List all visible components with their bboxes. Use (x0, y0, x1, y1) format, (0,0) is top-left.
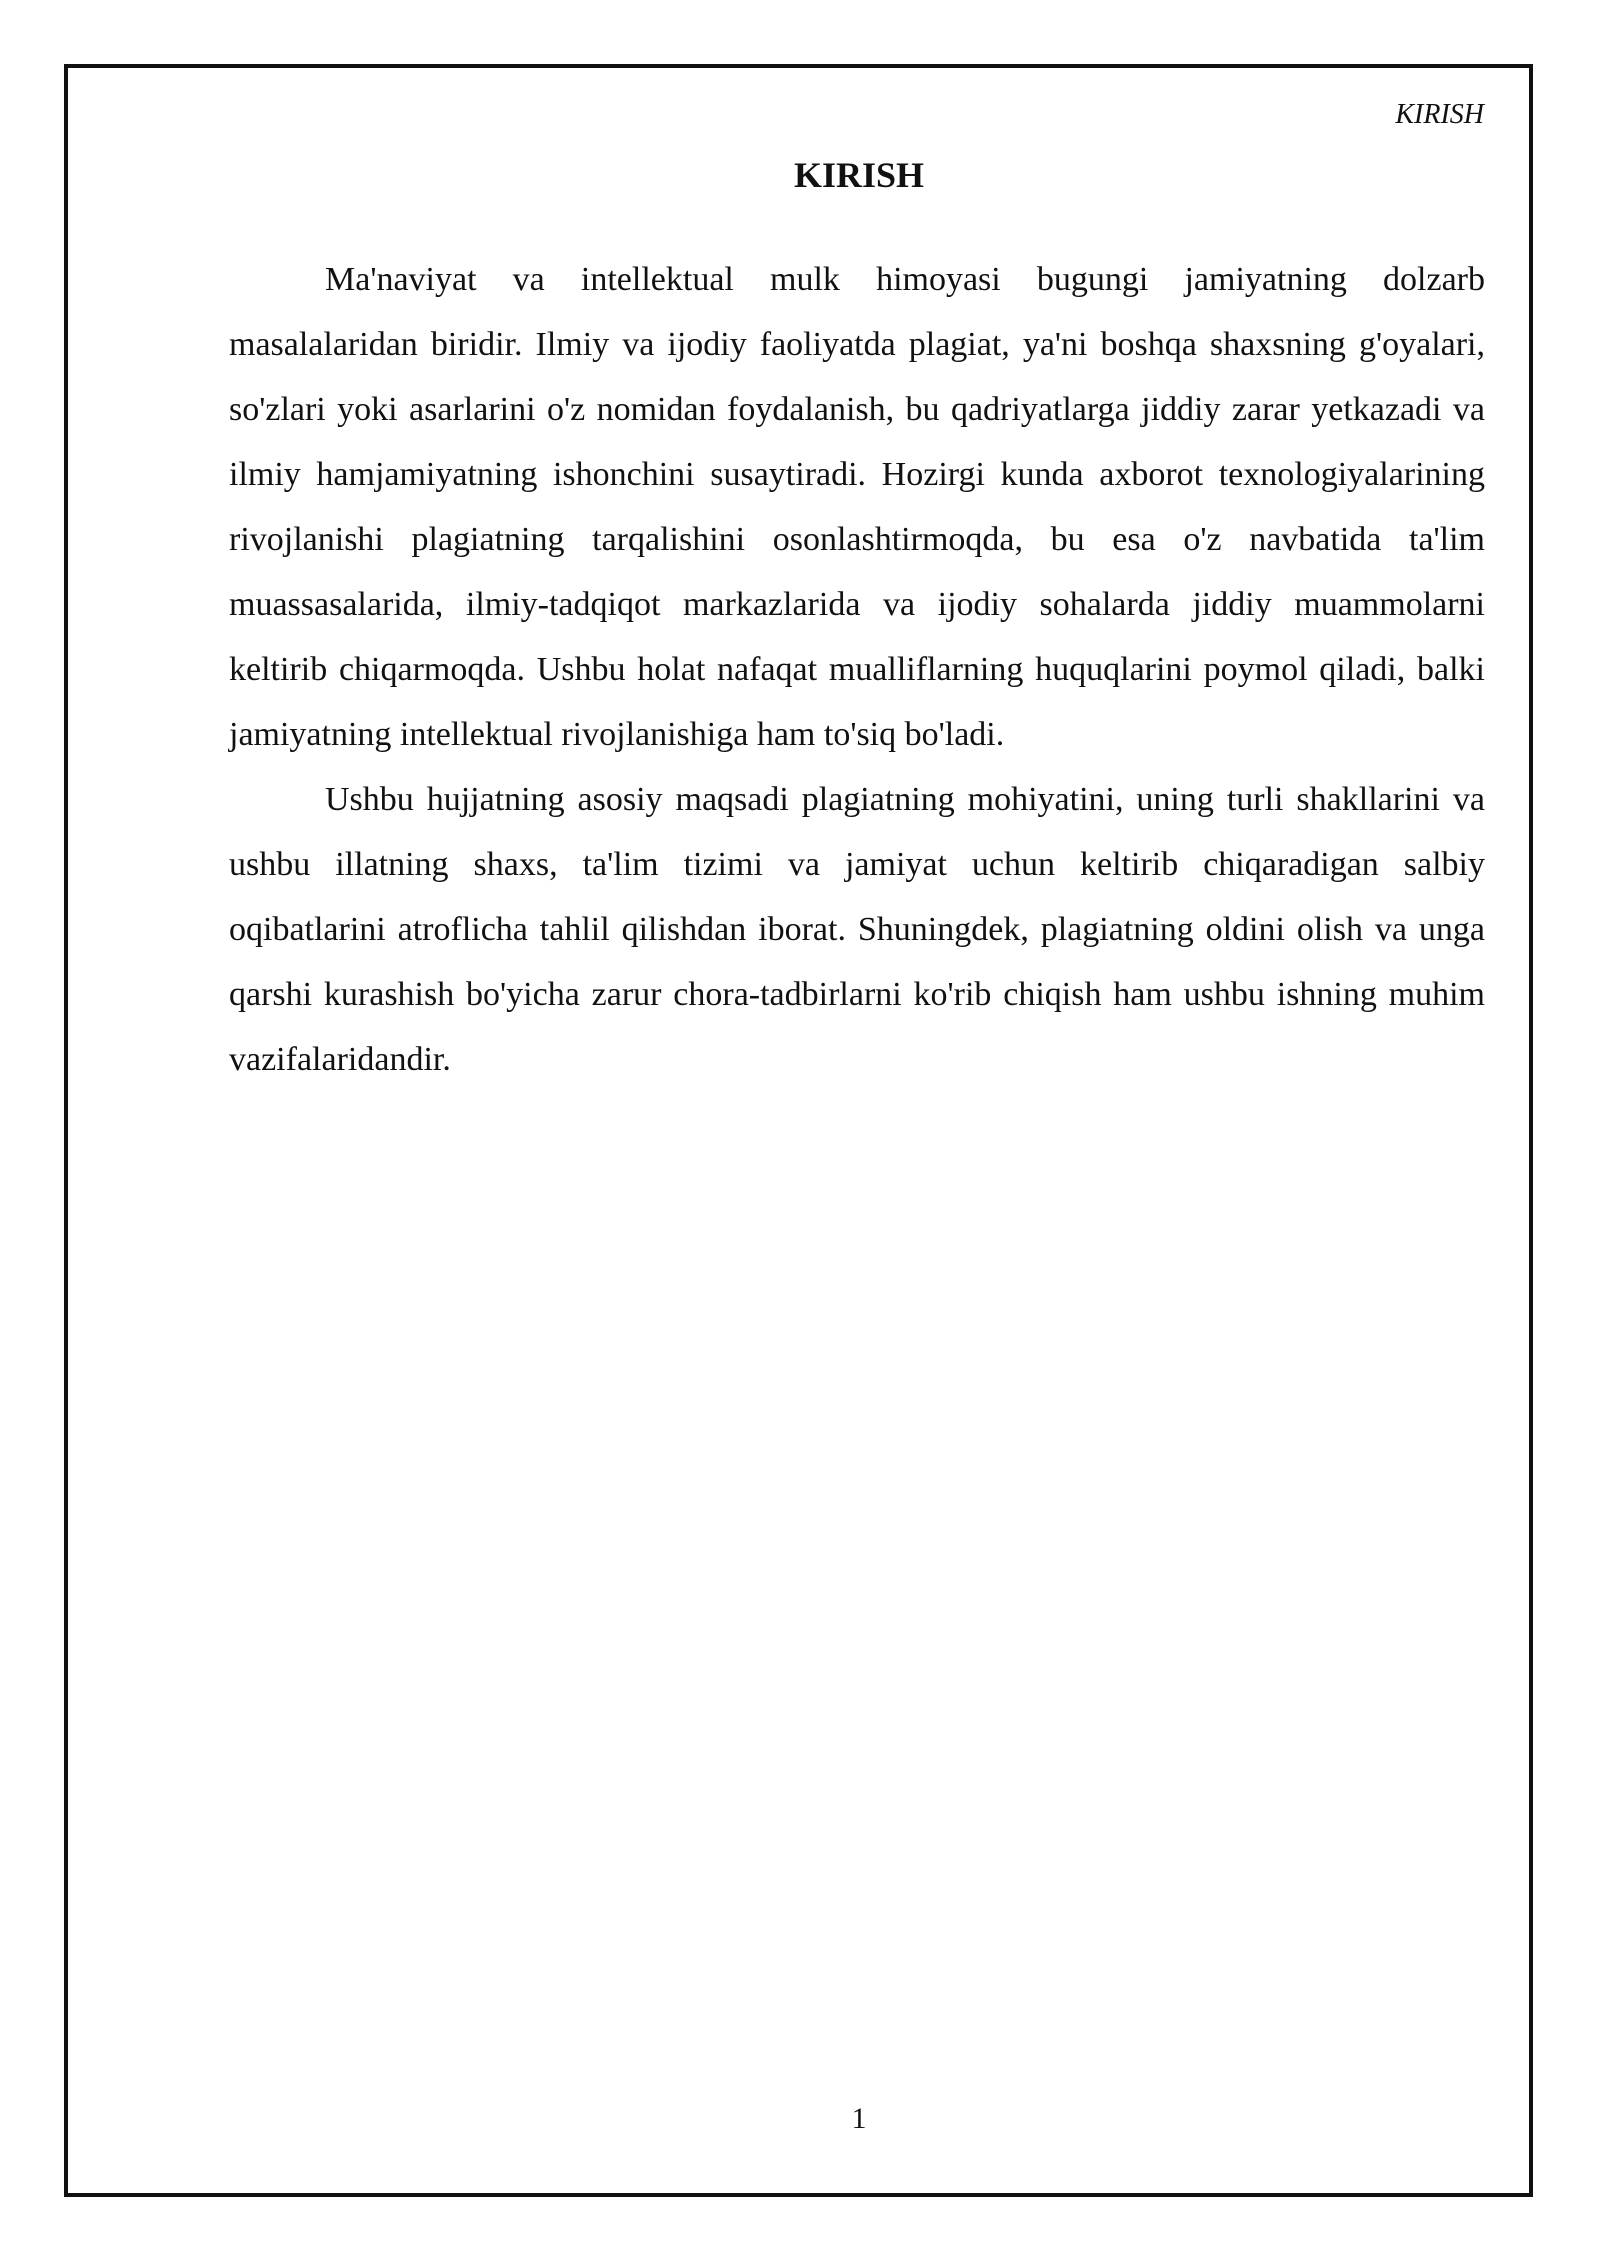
paragraph-1: Ma'naviyat va intellektual mulk himoyasi bugungi jamiyatning dolzarb masalalaridan biridir. Ilmiy va ijodiy faoliyatda plagiat, ya'ni boshqa shaxsning g'oyalari, so'zlari yoki asarlarini o'z nomidan foydalanish, bu qadriyatlarga jiddiy zarar yetkazadi va ilmiy hamjamiyatning ishonchini susaytiradi. Hozirgi kunda axborot texnologiyalarining rivojlanishi plagiatning tarqalishini osonlashtirmoqda, bu esa o'z navbatida ta'lim muassasalarida, ilmiy-tadqiqot markazlarida va ijodiy sohalarda jiddiy muammolarni keltirib chiqarmoqda. Ushbu holat nafaqat mualliflarning huquqlarini poymol qiladi, balki jamiyatning intellektual rivojlanishiga ham to'siq bo'ladi. (229, 261, 1485, 753)
page-title: KIRISH (793, 155, 925, 195)
page-number: 1 (851, 2102, 867, 2135)
paragraph-2: Ushbu hujjatning asosiy maqsadi plagiatning mohiyatini, uning turli shakllarini va ushbu illatning shaxs, ta'lim tizimi va jamiyat uchun keltirib chiqaradigan salbiy oqibatlarini atroflicha tahlil qilishdan iborat. Shuningdek, plagiatning oldini olish va unga qarshi kurashish bo'yicha zarur chora-tadbirlarni ko'rib chiqish ham ushbu ishning muhim vazifalaridandir. (229, 781, 1485, 1078)
running-header: KIRISH (1395, 99, 1484, 130)
body-text (229, 247, 1485, 1092)
